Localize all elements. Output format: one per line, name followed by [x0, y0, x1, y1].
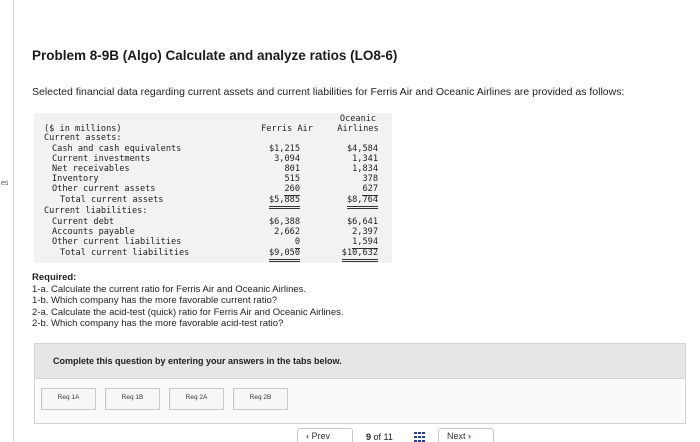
- required-item-1a: 1-a. Calculate the current ratio for Ferris Air and Oceanic Airlines.: [32, 283, 307, 295]
- unit-label: ($ in millions): [44, 124, 122, 134]
- problem-title: Problem 8-9B (Algo) Calculate and analyze ratios (LO8-6): [32, 48, 398, 63]
- pager: [0, 424, 700, 442]
- row-label: Net receivables: [52, 164, 130, 174]
- left-gutter: [0, 0, 14, 442]
- row-label: Total current liabilities: [60, 248, 190, 258]
- table-row: [34, 206, 392, 217]
- financial-data-table: [34, 113, 392, 263]
- prev-label: Prev: [311, 431, 331, 441]
- oceanic-value: 1,341: [352, 154, 378, 164]
- row-label: Accounts payable: [52, 227, 135, 237]
- column-header-ferris: Ferris Air: [261, 124, 313, 134]
- ferris-value: 515: [284, 174, 300, 184]
- tab-req-2b[interactable]: Req 2B: [233, 388, 288, 410]
- row-label: Current debt: [52, 217, 115, 227]
- ferris-value: 2,662: [274, 227, 300, 237]
- ferris-value: 0: [294, 237, 300, 247]
- table-row: [34, 237, 392, 248]
- oceanic-value: $8,764: [347, 195, 378, 209]
- ferris-value: $9,050: [269, 248, 300, 262]
- next-button[interactable]: [438, 428, 494, 442]
- current-page: 9: [366, 432, 372, 442]
- ferris-value: 801: [284, 164, 300, 174]
- table-row: [34, 195, 392, 206]
- table-row: [34, 184, 392, 195]
- oceanic-value: 1,594: [352, 237, 378, 247]
- chevron-right-icon: ›: [468, 431, 472, 441]
- tab-req-1b[interactable]: Req 1B: [105, 388, 160, 410]
- column-header-oceanic: [330, 114, 386, 134]
- row-label: Current assets:: [44, 133, 122, 143]
- row-label: Inventory: [52, 174, 99, 184]
- next-label: Next: [447, 431, 466, 441]
- column-header-oceanic-line2: Airlines: [337, 124, 379, 134]
- page-total: of 11: [373, 432, 393, 442]
- tab-req-2a[interactable]: Req 2A: [169, 388, 224, 410]
- oceanic-value: 627: [362, 184, 378, 194]
- required-item-2a: 2-a. Calculate the acid-test (quick) ratio for Ferris Air and Oceanic Airlines.: [32, 306, 344, 318]
- chevron-left-icon: ‹: [306, 431, 309, 441]
- row-label: Total current assets: [60, 195, 164, 205]
- oceanic-value: $4,584: [346, 144, 378, 154]
- tab-req-1a[interactable]: Req 1A: [41, 388, 96, 410]
- problem-intro: Selected financial data regarding current assets and current liabilities for Ferris Air and Oceanic Airlines are provided as follows:: [32, 86, 625, 98]
- required-heading: Required:: [32, 272, 77, 283]
- oceanic-value: 378: [362, 174, 378, 184]
- grid-icon[interactable]: [414, 432, 426, 442]
- column-header-oceanic-line1: Oceanic: [339, 114, 377, 124]
- required-item-2b: 2-b. Which company has the more favorable acid-test ratio?: [32, 318, 284, 329]
- oceanic-value: 2,397: [352, 227, 378, 237]
- row-label: Other current assets: [52, 184, 156, 194]
- row-label: Cash and cash equivalents: [52, 144, 182, 154]
- ferris-value: $1,215: [268, 144, 300, 154]
- row-label: Current liabilities:: [44, 206, 148, 216]
- oceanic-value: 1,834: [352, 164, 378, 174]
- row-label: Current investments: [52, 154, 151, 164]
- oceanic-value: $10,632: [342, 248, 378, 262]
- ferris-value: 260: [284, 184, 300, 194]
- ferris-value: $6,388: [268, 217, 300, 227]
- ferris-value: $5,885: [269, 195, 300, 209]
- required-section: [32, 272, 344, 330]
- required-item-1b: 1-b. Which company has the more favorable current ratio?: [32, 295, 278, 306]
- page-indicator: [366, 432, 393, 442]
- gutter-mark: es: [1, 180, 9, 187]
- oceanic-value: $6,641: [346, 217, 378, 227]
- ferris-value: 3,094: [274, 154, 300, 164]
- instruction-text: Complete this question by entering your answers in the tabs below.: [53, 356, 342, 366]
- instruction-panel: [34, 343, 686, 379]
- table-row: [34, 248, 392, 259]
- row-label: Other current liabilities: [52, 237, 182, 247]
- prev-button[interactable]: [297, 428, 353, 442]
- requirement-tabs: [34, 380, 686, 424]
- table-row: [34, 133, 392, 144]
